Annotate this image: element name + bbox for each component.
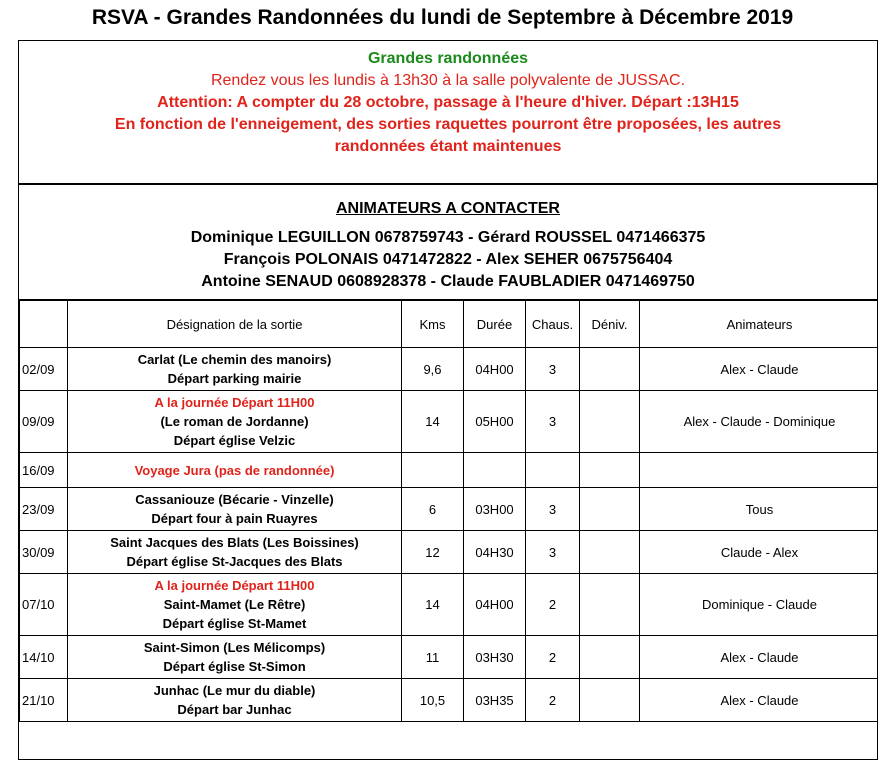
row-deniv xyxy=(580,391,640,453)
table-header-row xyxy=(20,301,879,348)
table-row xyxy=(20,391,879,453)
row-designation xyxy=(68,391,402,453)
row-date: 21/10 xyxy=(20,679,68,722)
row-line-1: Cassaniouze (Bécarie - Vinzelle) xyxy=(135,492,334,507)
header-line-3: Attention: A compter du 28 octobre, passage à l'heure d'hiver. Départ :13H15 xyxy=(157,94,739,111)
row-chaus: 3 xyxy=(526,488,580,531)
hikes-table xyxy=(19,300,878,722)
row-chaus: 2 xyxy=(526,679,580,722)
row-designation xyxy=(68,348,402,391)
row-date: 02/09 xyxy=(20,348,68,391)
row-designation xyxy=(68,531,402,574)
row-duree: 04H30 xyxy=(464,531,526,574)
row-deniv xyxy=(580,453,640,488)
row-duree: 03H00 xyxy=(464,488,526,531)
row-animateurs: Alex - Claude xyxy=(640,679,879,722)
row-kms: 11 xyxy=(402,636,464,679)
row-line-1: Saint-Mamet (Le Rêtre) xyxy=(163,597,306,612)
row-designation xyxy=(68,636,402,679)
row-line-1: Saint-Simon (Les Mélicomps) xyxy=(143,640,326,655)
row-deniv xyxy=(580,679,640,722)
col-header-chaus: Chaus. xyxy=(526,301,580,348)
row-duree: 04H00 xyxy=(464,574,526,636)
row-deniv xyxy=(580,348,640,391)
row-animateurs: Dominique - Claude xyxy=(640,574,879,636)
row-line-1: (Le roman de Jordanne) xyxy=(160,414,309,429)
row-animateurs xyxy=(640,453,879,488)
row-duree: 04H00 xyxy=(464,348,526,391)
header-line-5: randonnées étant maintenues xyxy=(334,138,562,155)
row-note: A la journée Départ 11H00 xyxy=(154,578,315,593)
table-row xyxy=(20,453,879,488)
col-header-animateurs: Animateurs xyxy=(640,301,879,348)
row-line-2: Départ église St-Simon xyxy=(163,659,306,674)
row-chaus: 3 xyxy=(526,531,580,574)
row-note: Voyage Jura (pas de randonnée) xyxy=(134,462,335,478)
info-header xyxy=(19,41,877,185)
row-kms: 6 xyxy=(402,488,464,531)
row-line-2: Départ bar Junhac xyxy=(177,702,292,717)
col-header-kms: Kms xyxy=(402,301,464,348)
col-header-designation: Désignation de la sortie xyxy=(68,301,402,348)
row-kms: 10,5 xyxy=(402,679,464,722)
row-chaus: 3 xyxy=(526,391,580,453)
header-line-1: Grandes randonnées xyxy=(367,50,529,67)
table-row xyxy=(20,636,879,679)
row-line-2: Départ église St-Jacques des Blats xyxy=(126,554,343,569)
col-header-date xyxy=(20,301,68,348)
contacts-section xyxy=(19,185,877,300)
row-designation xyxy=(68,453,402,488)
row-deniv xyxy=(580,636,640,679)
row-kms: 12 xyxy=(402,531,464,574)
table-row xyxy=(20,348,879,391)
table-row xyxy=(20,531,879,574)
row-line-1: Carlat (Le chemin des manoirs) xyxy=(137,352,332,367)
row-date: 23/09 xyxy=(20,488,68,531)
row-designation xyxy=(68,574,402,636)
row-animateurs: Alex - Claude - Dominique xyxy=(640,391,879,453)
contacts-line-1: Dominique LEGUILLON 0678759743 - Gérard ROUSSEL 0471466375 xyxy=(190,229,706,246)
contacts-line-2: François POLONAIS 0471472822 - Alex SEHER 0675756404 xyxy=(223,251,673,268)
row-kms: 9,6 xyxy=(402,348,464,391)
row-date: 14/10 xyxy=(20,636,68,679)
row-line-1: Saint Jacques des Blats (Les Boissines) xyxy=(110,535,359,550)
row-duree: 03H30 xyxy=(464,636,526,679)
row-deniv xyxy=(580,574,640,636)
schedule-frame xyxy=(18,40,878,760)
header-line-4: En fonction de l'enneigement, des sorties raquettes pourront être proposées, les autres xyxy=(114,116,782,133)
row-kms: 14 xyxy=(402,391,464,453)
row-designation xyxy=(68,488,402,531)
row-line-2: Départ four à pain Ruayres xyxy=(151,511,318,526)
contacts-line-3: Antoine SENAUD 0608928378 - Claude FAUBLADIER 0471469750 xyxy=(201,273,695,290)
row-duree: 03H35 xyxy=(464,679,526,722)
row-chaus: 2 xyxy=(526,636,580,679)
row-designation xyxy=(68,679,402,722)
row-kms: 14 xyxy=(402,574,464,636)
row-date: 30/09 xyxy=(20,531,68,574)
row-animateurs: Alex - Claude xyxy=(640,636,879,679)
contacts-heading: ANIMATEURS A CONTACTER xyxy=(336,200,560,217)
row-line-2: Départ église St-Mamet xyxy=(162,616,307,631)
row-duree: 05H00 xyxy=(464,391,526,453)
row-duree xyxy=(464,453,526,488)
row-date: 07/10 xyxy=(20,574,68,636)
row-chaus xyxy=(526,453,580,488)
row-chaus: 3 xyxy=(526,348,580,391)
table-row xyxy=(20,574,879,636)
row-deniv xyxy=(580,488,640,531)
table-row xyxy=(20,679,879,722)
row-kms xyxy=(402,453,464,488)
table-row xyxy=(20,488,879,531)
row-animateurs: Alex - Claude xyxy=(640,348,879,391)
row-date: 16/09 xyxy=(20,453,68,488)
row-chaus: 2 xyxy=(526,574,580,636)
row-animateurs: Claude - Alex xyxy=(640,531,879,574)
row-line-2: Départ parking mairie xyxy=(167,371,302,386)
col-header-duree: Durée xyxy=(464,301,526,348)
row-date: 09/09 xyxy=(20,391,68,453)
row-line-2: Départ église Velzic xyxy=(173,433,296,448)
page-title: RSVA - Grandes Randonnées du lundi de Septembre à Décembre 2019 xyxy=(91,6,794,29)
row-line-1: Junhac (Le mur du diable) xyxy=(153,683,316,698)
row-note: A la journée Départ 11H00 xyxy=(154,395,315,410)
row-deniv xyxy=(580,531,640,574)
row-animateurs: Tous xyxy=(640,488,879,531)
header-line-2: Rendez vous les lundis à 13h30 à la salle polyvalente de JUSSAC. xyxy=(210,72,686,89)
col-header-deniv: Déniv. xyxy=(580,301,640,348)
